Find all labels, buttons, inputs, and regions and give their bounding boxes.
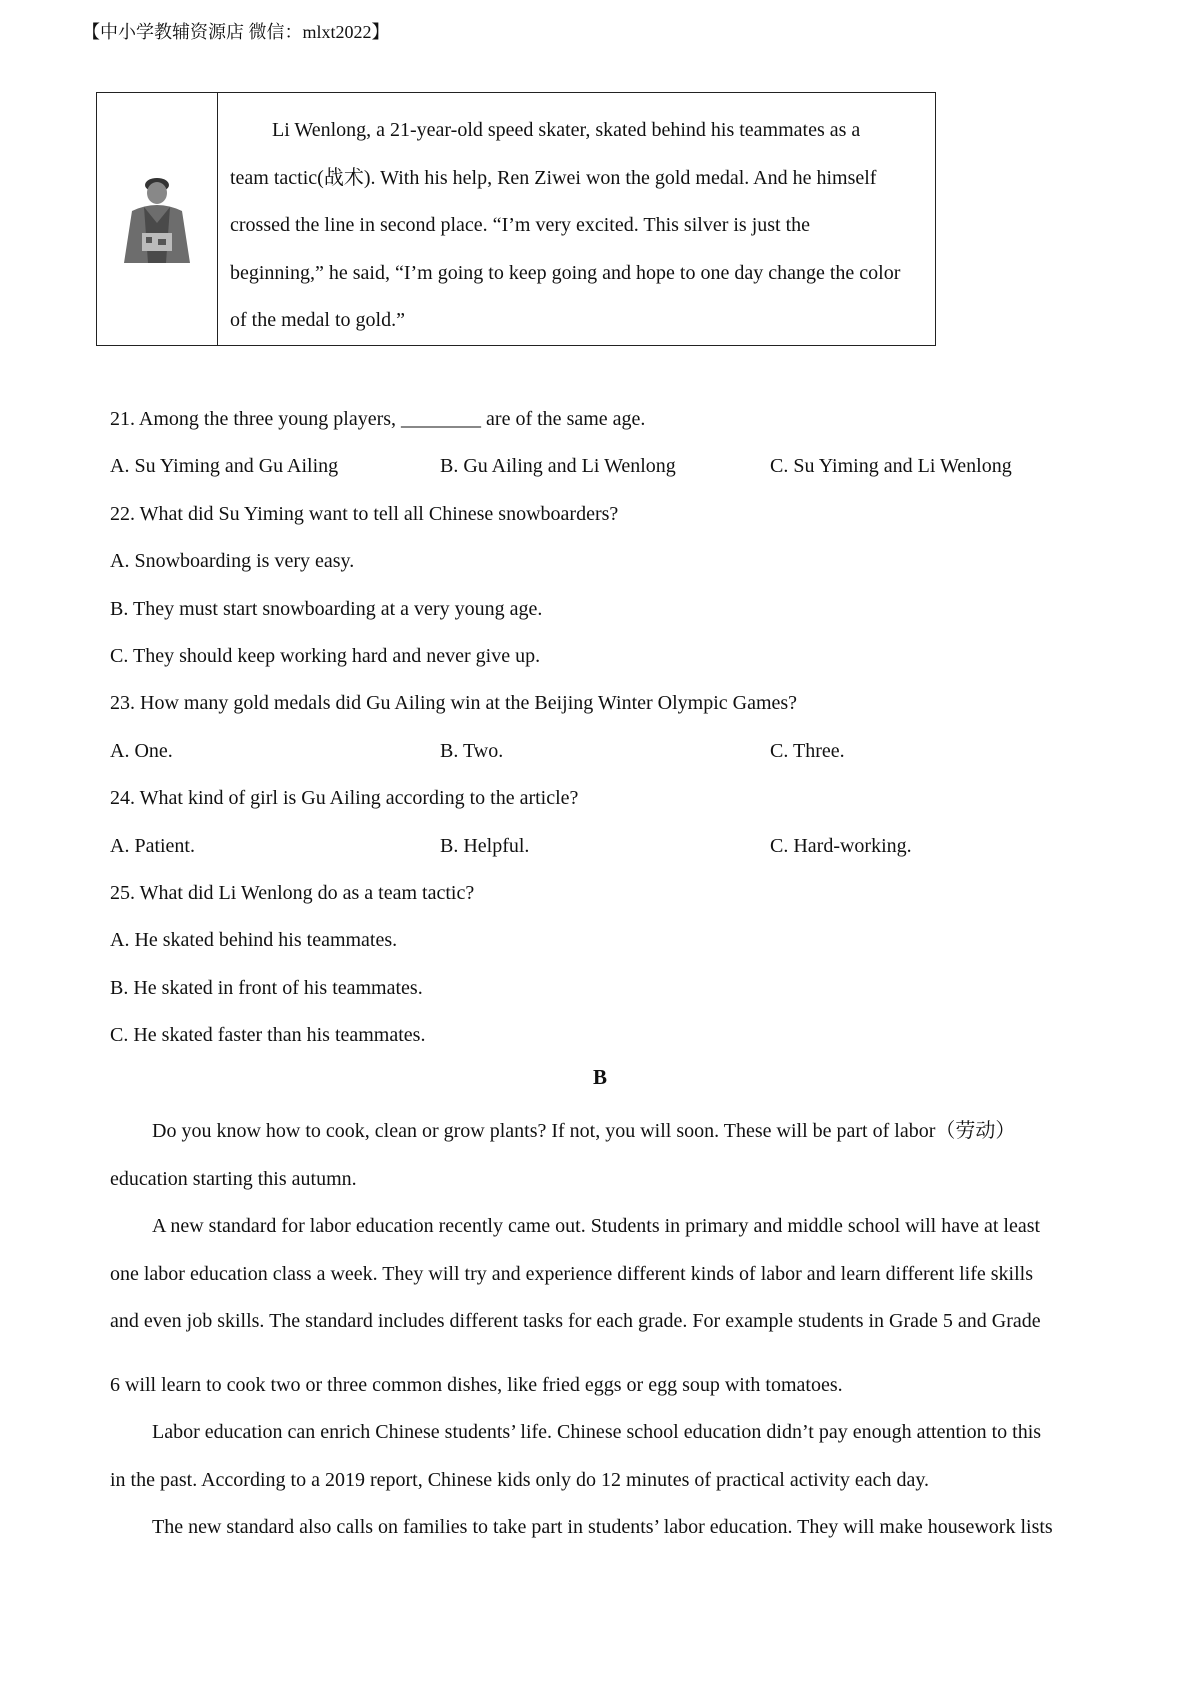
skater-photo-icon xyxy=(114,171,200,267)
question-25-stem: 25. What did Li Wenlong do as a team tactic? xyxy=(110,881,475,904)
option-a: A. He skated behind his teammates. xyxy=(110,929,398,952)
profile-line: team tactic(战术). With his help, Ren Ziwei won the gold medal. And he himself xyxy=(230,166,877,189)
paragraph-2 xyxy=(110,1203,1100,1409)
paragraph-line: one labor education class a week. They will try and experience different kinds of labor and learn different life skills xyxy=(110,1262,1034,1285)
option-b: B. They must start snowboarding at a very young age. xyxy=(110,597,543,620)
profile-line: beginning,” he said, “I’m going to keep going and hope to one day change the color xyxy=(230,261,901,284)
questions-section xyxy=(110,396,1110,1059)
question-21-options xyxy=(110,443,1110,490)
paragraph-line: Do you know how to cook, clean or grow plants? If not, you will soon. These will be part of labor（劳动） xyxy=(152,1120,1016,1142)
profile-line: crossed the line in second place. “I’m very excited. This silver is just the xyxy=(230,214,811,236)
question-21-stem: 21. Among the three young players, ________ are of the same age. xyxy=(110,408,646,430)
option-a: A. Patient. xyxy=(110,834,195,857)
profile-box xyxy=(96,92,936,346)
watermark-header: 【中小学教辅资源店 微信：mlxt2022】 xyxy=(82,22,390,42)
question-22-stem: 22. What did Su Yiming want to tell all Chinese snowboarders? xyxy=(110,502,619,525)
option-b: B. Two. xyxy=(440,739,504,762)
option-b: B. Helpful. xyxy=(440,834,530,857)
option-c: C. He skated faster than his teammates. xyxy=(110,1024,426,1047)
question-23-options xyxy=(110,728,1110,775)
question-23-stem: 23. How many gold medals did Gu Ailing win at the Beijing Winter Olympic Games? xyxy=(110,692,798,715)
passage-b xyxy=(110,1108,1100,1552)
option-c: C. Three. xyxy=(770,739,845,762)
profile-line: of the medal to gold.” xyxy=(230,309,405,331)
option-b: B. Gu Ailing and Li Wenlong xyxy=(440,455,676,478)
paragraph-3 xyxy=(110,1409,1100,1504)
option-a: A. One. xyxy=(110,739,173,762)
question-24-options xyxy=(110,823,1110,870)
option-b: B. He skated in front of his teammates. xyxy=(110,976,423,999)
option-c: C. Su Yiming and Li Wenlong xyxy=(770,455,1012,478)
photo-cell xyxy=(97,93,218,345)
paragraph-line: The new standard also calls on families to take part in students’ labor education. They will make housework lists xyxy=(152,1516,1053,1538)
profile-line: Li Wenlong, a 21-year-old speed skater, skated behind his teammates as a xyxy=(272,119,861,141)
option-a: A. Snowboarding is very easy. xyxy=(110,550,355,573)
paragraph-line: 6 will learn to cook two or three common dishes, like fried eggs or egg soup with tomatoes. xyxy=(110,1373,843,1396)
paragraph-line: and even job skills. The standard includes different tasks for each grade. For example students in Grade 5 and Grade xyxy=(110,1310,1041,1332)
paragraph-line: Labor education can enrich Chinese students’ life. Chinese school education didn’t pay enough attention to this xyxy=(152,1421,1042,1443)
paragraph-line: education starting this autumn. xyxy=(110,1167,357,1190)
paragraph-line: A new standard for labor education recently came out. Students in primary and middle school will have at least xyxy=(152,1215,1041,1237)
paragraph-1 xyxy=(110,1108,1100,1203)
paragraph-4 xyxy=(110,1504,1100,1552)
paragraph-line: in the past. According to a 2019 report, Chinese kids only do 12 minutes of practical activity each day. xyxy=(110,1468,930,1491)
option-a: A. Su Yiming and Gu Ailing xyxy=(110,455,339,478)
section-b-title: B xyxy=(592,1065,607,1089)
profile-text xyxy=(218,93,935,345)
option-c: C. They should keep working hard and never give up. xyxy=(110,644,541,667)
option-c: C. Hard-working. xyxy=(770,834,912,857)
question-24-stem: 24. What kind of girl is Gu Ailing according to the article? xyxy=(110,787,579,810)
